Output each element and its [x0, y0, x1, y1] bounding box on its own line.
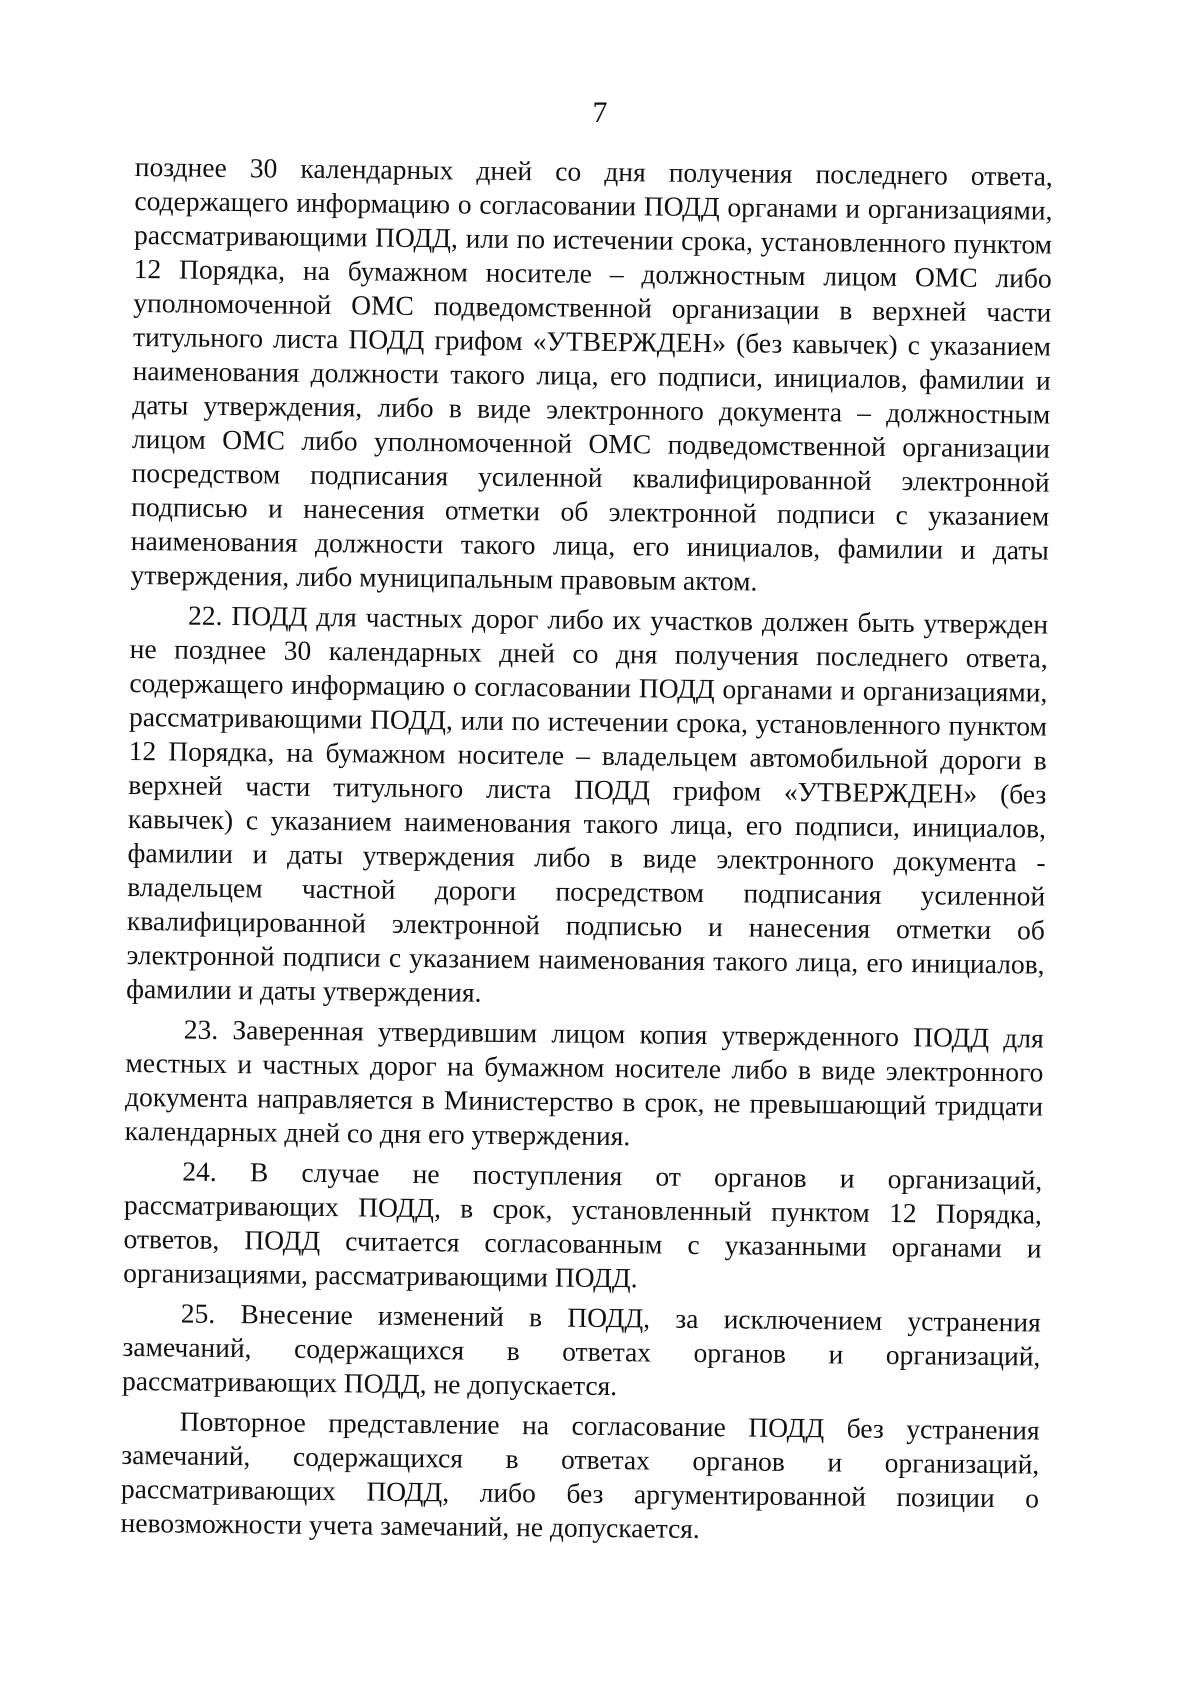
document-body [120, 150, 1053, 1556]
page-number: 7 [592, 96, 608, 129]
paragraph-22: 22. ПОДД для частных дорог либо их участков должен быть утвержден не позднее 30 календарных дней со дня получения последнего ответа, содержащего информацию о согласовании ПОДД органами и организациями, рассматривающими ПОДД, или по истечении срока, установленного пунктом 12 Порядка, на бумажном носителе – владельцем автомобильной дороги в верхней части титульного листа ПОДД грифом «УТВЕРЖДЕН» (без кавычек) с указанием наименования такого лица, его подписи, инициалов, фамилии и даты утверждения либо в виде электронного документа - владельцем частной дороги посредством подписания усиленной квалифицированной электронной подписью и нанесения отметки об электронной подписи с указанием наименования такого лица, его инициалов, фамилии и даты утверждения. [126, 599, 1049, 1008]
paragraph-24: 24. В случае не поступления от органов и организаций, рассматривающих ПОДД, в срок, установленный пунктом 12 Порядка, ответов, ПОДД считается согласованным с указанными органами и организациями, рассматривающими ПОДД. [123, 1155, 1043, 1294]
paragraph-25: 25. Внесение изменений в ПОДД, за исключением устранения замечаний, содержащихся в ответах органов и организаций, рассматривающих ПОДД, не допускается. [121, 1297, 1041, 1402]
paragraph-23: 23. Заверенная утвердившим лицом копия утвержденного ПОДД для местных и частных дорог на бумажном носителе либо в виде электронного документа направляется в Министерство в срок, не превышающий тридцати календарных дней со дня его утверждения. [124, 1013, 1044, 1152]
paragraph-continuation: позднее 30 календарных дней со дня получения последнего ответа, содержащего информацию о согласовании ПОДД органами и организациями, рассматривающими ПОДД, или по истечении срока, установленного пунктом 12 Порядка, на бумажном носителе – должностным лицом ОМС либо уполномоченной ОМС подведомственной организации в верхней части титульного листа ПОДД грифом «УТВЕРЖДЕН» (без кавычек) с указанием наименования должности такого лица, его подписи, инициалов, фамилии и даты утверждения, либо в виде электронного документа – должностным лицом ОМС либо уполномоченной ОМС подведомственной организации посредством подписания усиленной квалифицированной электронной подписью и нанесения отметки об электронной подписи с указанием наименования должности такого лица, его инициалов, фамилии и даты утверждения, либо муниципальным правовым актом. [130, 150, 1053, 597]
paragraph-resubmission: Повторное представление на согласование ПОДД без устранения замечаний, содержащихся в ответах органов и организаций, рассматривающих ПОДД, либо без аргументированной позиции о невозможности учета замечаний, не допускается. [120, 1405, 1040, 1544]
